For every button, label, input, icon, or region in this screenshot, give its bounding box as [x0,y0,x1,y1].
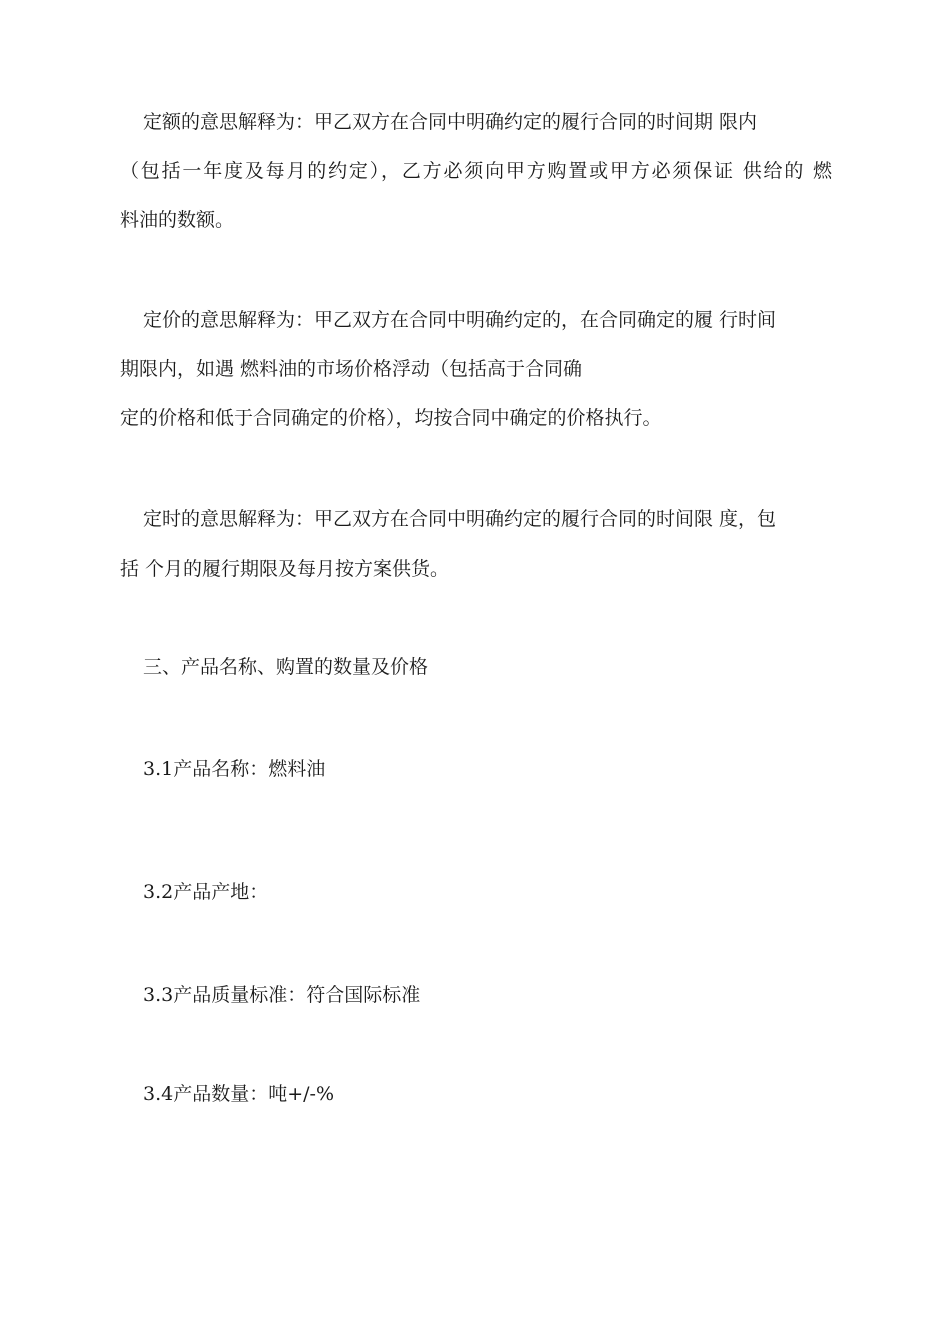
item-3-3-quality-standard: 3.3产品质量标准：符合国际标准 [143,984,421,1006]
para-price-line-1: 定价的意思解释为：甲乙双方在合同中明确约定的，在合同确定的履 行时间 [143,309,777,331]
item-3-4-quantity: 3.4产品数量：吨+/-% [143,1083,335,1105]
section-heading: 三、产品名称、购置的数量及价格 [143,656,429,678]
para-quota-line-1: 定额的意思解释为：甲乙双方在合同中明确约定的履行合同的时间期 限内 [143,111,758,133]
para-time-line-2: 括 个月的履行期限及每月按方案供货。 [120,558,450,580]
para-quota-line-2: （包括一年度及每月的约定），乙方必须向甲方购置或甲方必须保证 供给的 燃 [120,160,832,182]
item-3-2-product-origin: 3.2产品产地： [143,881,269,903]
item-3-1-product-name: 3.1产品名称：燃料油 [143,758,326,780]
para-price-line-2: 期限内，如遇 燃料油的市场价格浮动（包括高于合同确 [120,358,583,380]
para-quota-line-3: 料油的数额。 [120,209,235,231]
para-time-line-1: 定时的意思解释为：甲乙双方在合同中明确约定的履行合同的时间限 度，包 [143,508,777,530]
para-price-line-3: 定的价格和低于合同确定的价格），均按合同中确定的价格执行。 [120,407,662,429]
